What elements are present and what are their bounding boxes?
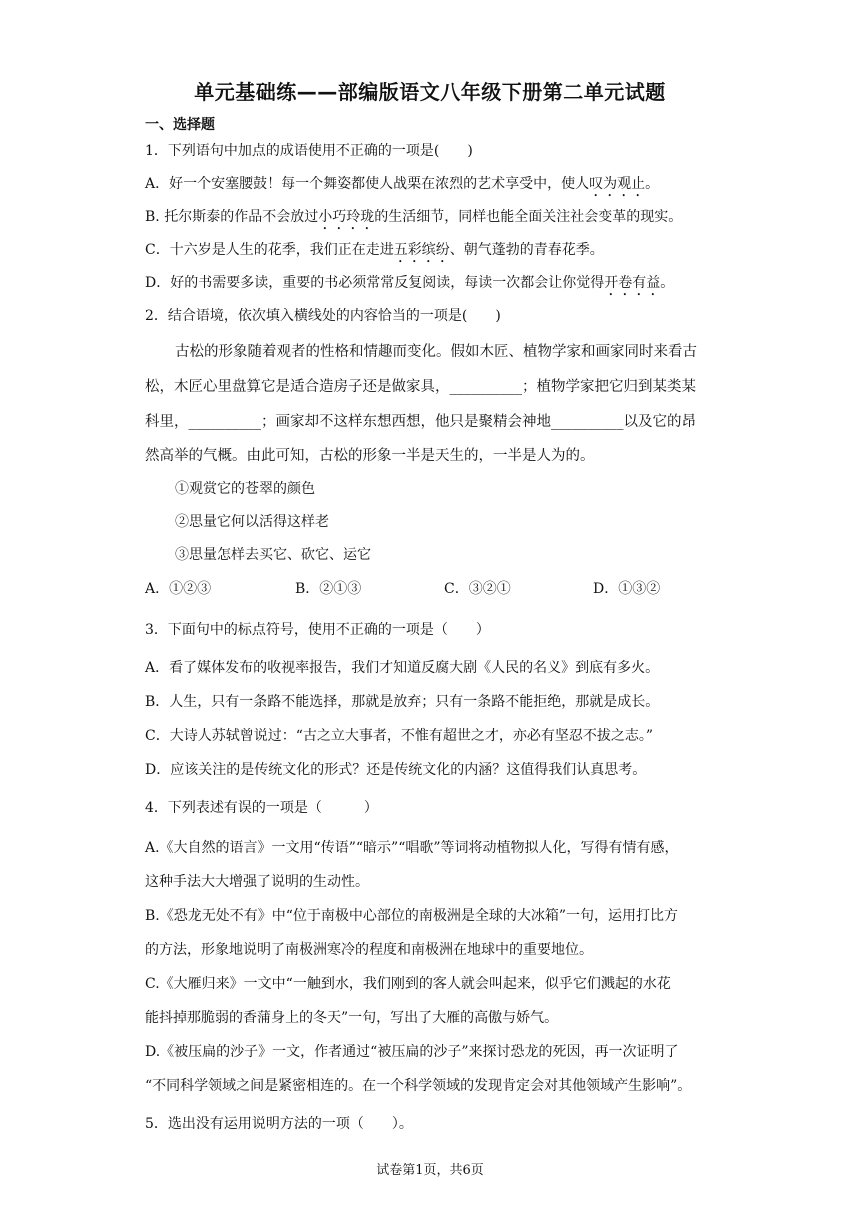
q2-passage-line: 然高举的气概。由此可知，古松的形象一半是天生的，一半是人为的。	[145, 448, 595, 464]
q3-option-c: C．大诗人苏轼曾说过：“古之立大事者，不惟有超世之才，亦必有坚忍不拔之志。”	[145, 728, 654, 744]
dotted-idiom: 开卷有益	[604, 275, 661, 291]
q4-option-d-cont: “不同科学领域之间是紧密相连的。在一个科学领域的发现肯定会对其他领域产生影响”。	[145, 1078, 692, 1094]
q4-option-c-cont: 能抖掉那脆弱的香蒲身上的冬天”一句，写出了大雁的高傲与娇气。	[145, 1010, 559, 1026]
q4-option-d: D.《被压扁的沙子》一文，作者通过“被压扁的沙子”来探讨恐龙的死因，再一次证明了	[145, 1044, 679, 1060]
q2-passage-line: 古松的形象随着观者的性格和情趣而变化。假如木匠、植物学家和画家同时来看古	[175, 344, 697, 360]
q4-option-a-cont: 这种手法大大增强了说明的生动性。	[145, 874, 369, 890]
q3-option-b: B．人生，只有一条路不能选择，那就是放弃；只有一条路不能拒绝，那就是成长。	[145, 694, 660, 710]
q2-passage-line: 松，木匠心里盘算它是适合造房子还是做家具，__________；植物学家把它归到某类某	[145, 379, 696, 395]
q3-option-d: D．应该关注的是传统文化的形式？还是传统文化的内涵？这值得我们认真思考。	[145, 762, 647, 778]
q2-option: B．②①③	[295, 581, 362, 597]
q2-item: ②思量它何以活得这样老	[175, 514, 329, 530]
q2-item: ③思量怎样去买它、砍它、运它	[175, 547, 371, 563]
q4-option-a: A.《大自然的语言》一文用“传语”“暗示”“唱歌”等词将动植物拟人化，写得有情有感，	[145, 840, 679, 856]
q2-option: A．①②③	[145, 581, 212, 597]
q2-item: ①观赏它的苍翠的颜色	[175, 481, 315, 497]
q4-option-c: C.《大雁归来》一文中“一触到水，我们刚到的客人就会叫起来，似乎它们溅起的水花	[145, 976, 671, 992]
q1-option-b: B. 托尔斯泰的作品不会放过小巧玲珑的生活细节，同样也能全面关注社会变革的现实。	[145, 209, 683, 225]
q2-stem: 2．结合语境，依次填入横线处的内容恰当的一项是( )	[145, 308, 501, 324]
q2-option: D．①③②	[593, 581, 661, 597]
q1-option-c: C．十六岁是人生的花季，我们正在走进五彩缤纷、朝气蓬勃的青春花季。	[145, 242, 604, 258]
section-heading: 一、选择题	[145, 117, 215, 133]
dotted-idiom: 叹为观止	[589, 176, 646, 192]
dotted-idiom: 小巧玲珑	[318, 209, 375, 225]
q1-option-a: A．好一个安塞腰鼓！每一个舞姿都使人战栗在浓烈的艺术享受中，使人叹为观止。	[145, 176, 660, 192]
page-title: 单元基础练——部编版语文八年级下册第二单元试题	[194, 80, 666, 104]
q5-stem: 5．选出没有运用说明方法的一项（ ）。	[145, 1116, 413, 1132]
q1-stem: 1．下列语句中加点的成语使用不正确的一项是( )	[145, 143, 473, 159]
q2-passage-line: 科里，__________；画家却不这样东想西想，他只是聚精会神地__________以及它的昂	[145, 414, 696, 430]
q4-option-b: B.《恐龙无处不有》中“位于南极中心部位的南极洲是全球的大冰箱”一句，运用打比方	[145, 908, 679, 924]
dotted-idiom: 五彩缤纷	[393, 242, 450, 258]
q4-option-b-cont: 的方法，形象地说明了南极洲寒冷的程度和南极洲在地球中的重要地位。	[145, 942, 593, 958]
q4-stem: 4．下列表述有误的一项是（ ）	[145, 800, 378, 816]
q3-option-a: A．看了媒体发布的收视率报告，我们才知道反腐大剧《人民的名义》到底有多火。	[145, 660, 660, 676]
page-footer: 试卷第1页，共6页	[376, 1163, 484, 1178]
q3-stem: 3．下面句中的标点符号，使用不正确的一项是（ ）	[145, 622, 490, 638]
q1-option-d: D．好的书需要多读，重要的书必须常常反复阅读，每读一次都会让你觉得开卷有益。	[145, 275, 675, 291]
q2-option: C．③②①	[444, 581, 511, 597]
